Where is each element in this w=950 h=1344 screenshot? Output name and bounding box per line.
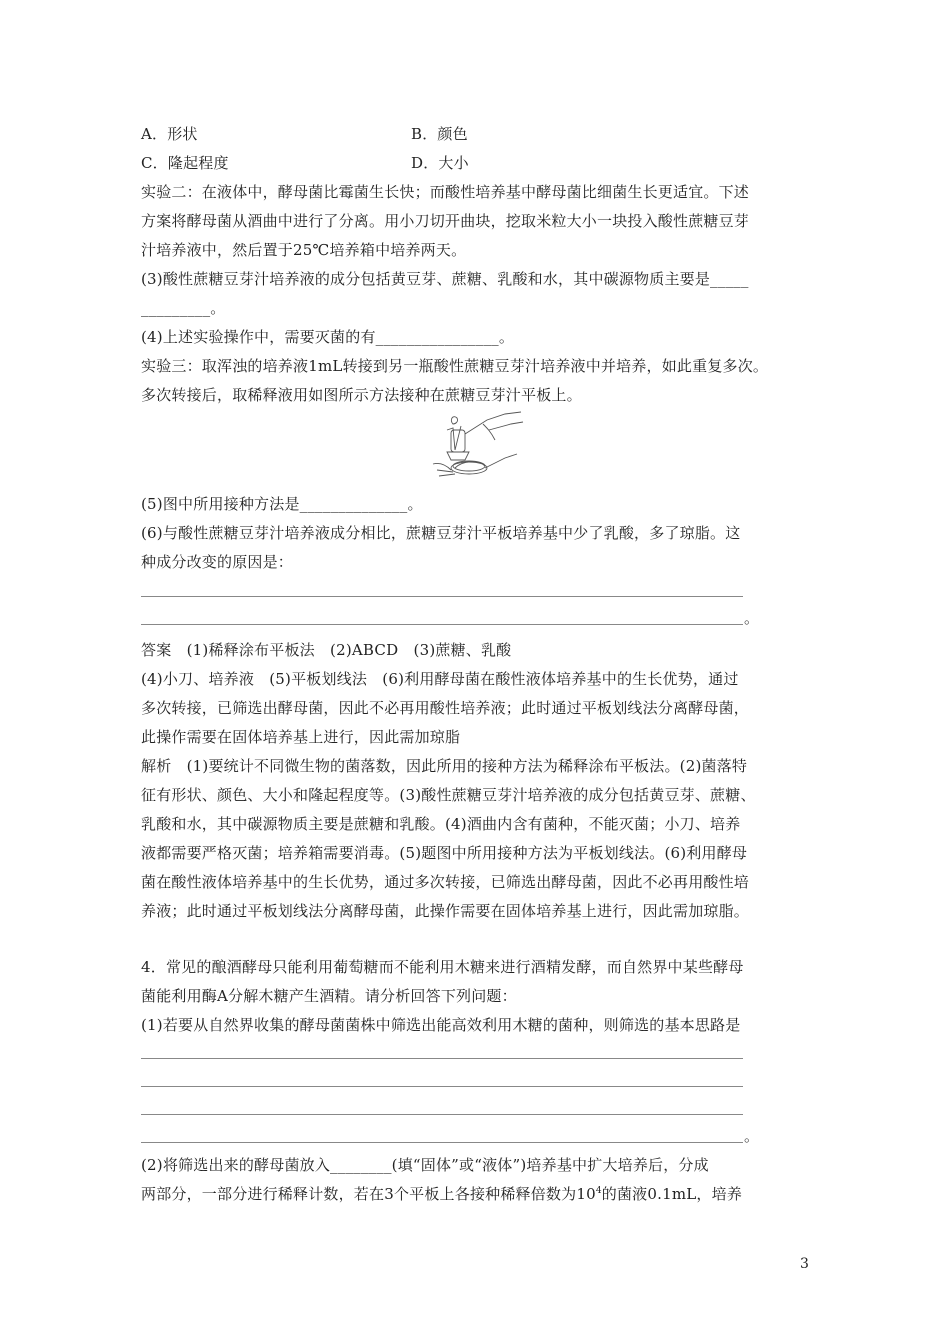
analysis-line: 乳酸和水，其中碳源物质主要是蔗糖和乳酸。(4)酒曲内含有菌种，不能灭菌；小刀、培养	[141, 815, 741, 833]
analysis-line: 菌在酸性液体培养基中的生长优势，通过多次转接，已筛选出酵母菌，因此不必再用酸性培	[141, 873, 750, 891]
answer-line: (4)小刀、培养液 (5)平板划线法 (6)利用酵母菌在酸性液体培养基中的生长优势，通过	[141, 670, 739, 688]
answer-line	[141, 1086, 743, 1087]
answer-line	[141, 624, 743, 625]
question-6: (6)与酸性蔗糖豆芽汁培养液成分相比，蔗糖豆芽汁平板培养基中少了乳酸，多了琼脂。这	[141, 524, 741, 542]
answer-line: 答案 (1)稀释涂布平板法 (2)ABCD (3)蔗糖、乳酸	[141, 641, 512, 659]
answer-line: 此操作需要在固体培养基上进行，因此需加琼脂	[141, 728, 461, 746]
question-6: 种成分改变的原因是：	[141, 553, 294, 571]
answer-line	[141, 1142, 743, 1143]
question-4-part-1: (1)若要从自然界收集的酵母菌菌株中筛选出能高效利用木糖的菌种，则筛选的基本思路是	[141, 1016, 741, 1034]
question-4-part-2: (2)将筛选出来的酵母菌放入________(填“固体”或“液体”)培养基中扩大培养后，分成	[141, 1156, 709, 1174]
streak-plate-illustration	[425, 410, 525, 482]
period: 。	[744, 609, 760, 627]
analysis-line: 液都需要严格灭菌；培养箱需要消毒。(5)题图中所用接种方法为平板划线法。(6)利用酵母	[141, 844, 748, 862]
exp2-line: 汁培养液中，然后置于25℃培养箱中培养两天。	[141, 241, 467, 259]
option-b: B．颜色	[411, 125, 468, 143]
question-3-blank: _________。	[141, 299, 226, 317]
answer-line: 多次转接，已筛选出酵母菌，因此不必再用酸性培养液；此时通过平板划线法分离酵母菌，	[141, 699, 750, 717]
period: 。	[744, 1127, 760, 1145]
text-span: 两部分，一部分进行稀释计数，若在3个平板上各接种稀释倍数为10	[141, 1185, 596, 1203]
page-number: 3	[800, 1256, 809, 1272]
question-4-stem: 菌能利用酶A分解木糖产生酒精。请分析回答下列问题：	[141, 987, 517, 1005]
analysis-line: 养液；此时通过平板划线法分离酵母菌，此操作需要在固体培养基上进行，因此需加琼脂。	[141, 902, 750, 920]
exp2-line: 实验二：在液体中，酵母菌比霉菌生长快；而酸性培养基中酵母菌比细菌生长更适宜。下述	[141, 183, 750, 201]
option-d: D．大小	[411, 154, 469, 172]
question-4-part-2	[141, 1184, 742, 1204]
exponent: 4	[595, 1186, 602, 1196]
text-span: 的菌液0.1mL，培养	[601, 1185, 743, 1203]
answer-line	[141, 596, 743, 597]
exp3-line: 实验三：取浑浊的培养液1mL转接到另一瓶酸性蔗糖豆芽汁培养液中并培养，如此重复多次。	[141, 357, 769, 375]
option-c: C．隆起程度	[141, 154, 229, 172]
answer-line	[141, 1058, 743, 1059]
question-4: (4)上述实验操作中，需要灭菌的有________________。	[141, 328, 515, 346]
exp2-line: 方案将酵母菌从酒曲中进行了分离。用小刀切开曲块，挖取米粒大小一块投入酸性蔗糖豆芽	[141, 212, 750, 230]
question-4-stem: 4．常见的酿酒酵母只能利用葡萄糖而不能利用木糖来进行酒精发酵，而自然界中某些酵母	[141, 958, 744, 976]
analysis-line: 征有形状、颜色、大小和隆起程度等。(3)酸性蔗糖豆芽汁培养液的成分包括黄豆芽、蔗糖、	[141, 786, 756, 804]
analysis-line: 解析 (1)要统计不同微生物的菌落数，因此所用的接种方法为稀释涂布平板法。(2)菌落特	[141, 757, 748, 775]
exp3-line: 多次转接后，取稀释液用如图所示方法接种在蔗糖豆芽汁平板上。	[141, 386, 582, 404]
question-5: (5)图中所用接种方法是______________。	[141, 495, 423, 513]
answer-line	[141, 1114, 743, 1115]
question-3: (3)酸性蔗糖豆芽汁培养液的成分包括黄豆芽、蔗糖、乳酸和水，其中碳源物质主要是_____	[141, 270, 749, 288]
option-a: A．形状	[141, 125, 198, 143]
